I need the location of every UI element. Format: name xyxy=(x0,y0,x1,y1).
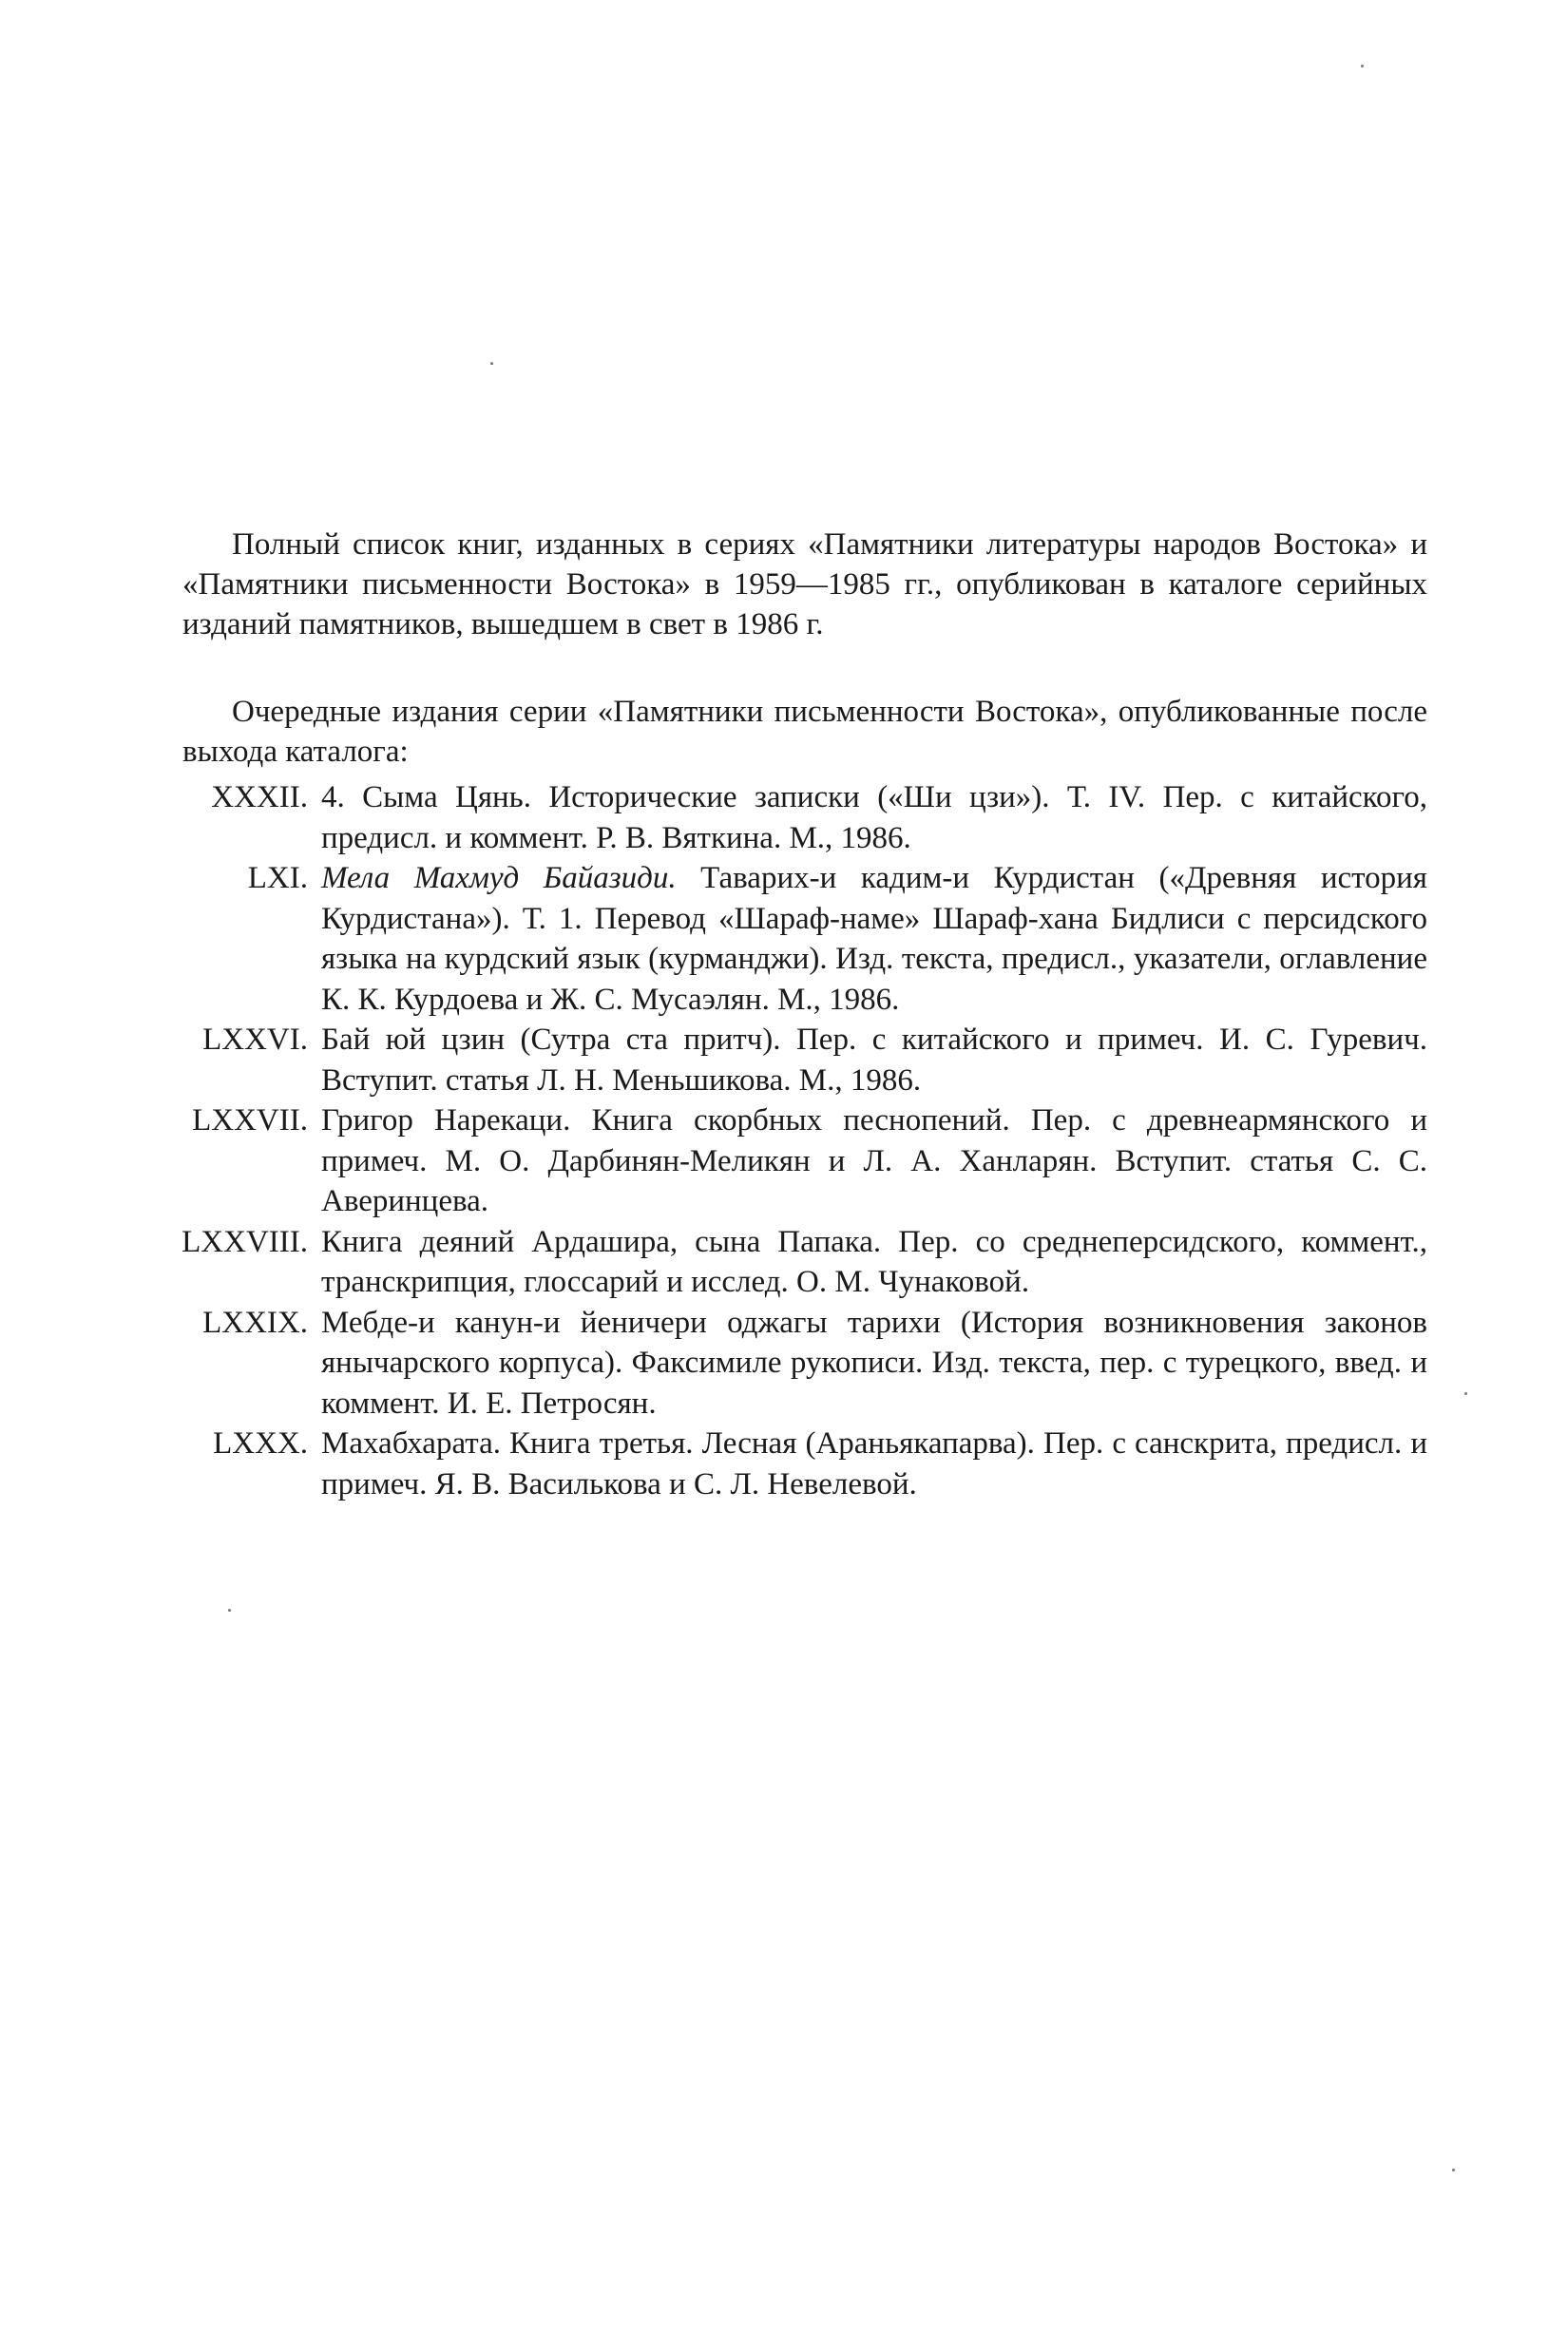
scan-speck xyxy=(1361,65,1364,67)
list-item xyxy=(143,858,1427,1020)
volume-number: LXXX. xyxy=(213,1426,308,1461)
entry-text-wrap xyxy=(321,1222,1427,1303)
entry-text: 4. Сыма Цянь. Исторические записки («Ши цзи»). Т. IV. Пер. с китайского, предисл. и коммент. Р. В. Вяткина. М., 1986. xyxy=(321,780,1427,855)
entry-text-wrap xyxy=(321,1020,1427,1100)
publication-list xyxy=(143,777,1427,1504)
list-item xyxy=(143,1424,1427,1504)
list-item xyxy=(143,1303,1427,1425)
scan-speck xyxy=(1452,2169,1455,2171)
entry-text-wrap xyxy=(321,1303,1427,1425)
volume-number: LXXVI. xyxy=(202,1023,308,1057)
entry-text-wrap xyxy=(321,858,1427,1020)
volume-number: LXXIX. xyxy=(202,1305,308,1340)
volume-number: LXXVIII. xyxy=(182,1224,308,1259)
lead-paragraph: Очередные издания серии «Памятники письменности Востока», опубликованные после выхода каталога: xyxy=(182,695,1427,769)
entry-author: Мела Махмуд Байазиди. xyxy=(321,861,677,895)
volume-number: XXXII. xyxy=(211,780,308,814)
entry-text-wrap xyxy=(321,1100,1427,1222)
scan-speck xyxy=(1464,1392,1467,1395)
list-item xyxy=(143,777,1427,858)
entry-text-wrap xyxy=(321,777,1427,858)
volume-number: LXXVII. xyxy=(192,1103,308,1138)
entry-text: Таварих-и кадим-и Курдистан («Древняя история Курдистана»). Т. 1. Перевод «Шараф-наме» Шараф-хана Бидлиси с персидского языка на курдский язык (курманджи). Изд. текста, предисл., указатели, оглавление К. К. Курдоева и Ж. С. Мусаэлян. М., 1986. xyxy=(321,861,1427,1017)
entry-text: Бай юй цзин (Сутра ста притч). Пер. с китайского и примеч. И. С. Гуревич. Вступит. статья Л. Н. Меньшикова. М., 1986. xyxy=(321,1023,1427,1098)
list-item xyxy=(143,1020,1427,1100)
entry-text: Мебде-и канун-и йеничери оджагы тарихи (История возникновения законов янычарского корпуса). Факсимиле рукописи. Изд. текста, пер. с турецкого, введ. и коммент. И. Е. Петросян. xyxy=(321,1305,1427,1421)
entry-text: Книга деяний Ардашира, сына Папака. Пер. со среднеперсидского, коммент., транскрипция, глоссарий и исслед. О. М. Чунаковой. xyxy=(321,1224,1427,1299)
entry-text: Григор Нарекаци. Книга скорбных песнопений. Пер. с древнеармянского и примеч. М. О. Дарбинян-Меликян и Л. А. Ханларян. Вступит. статья С. С. Аверинцева. xyxy=(321,1103,1427,1218)
scan-speck xyxy=(490,362,493,365)
entry-text: Махабхарата. Книга третья. Лесная (Араньякапарва). Пер. с санскрита, предисл. и примеч. Я. В. Василькова и С. Л. Невелевой. xyxy=(321,1426,1427,1501)
list-item xyxy=(143,1100,1427,1222)
volume-number: LXI. xyxy=(247,861,308,895)
scan-speck xyxy=(228,1609,231,1612)
list-item xyxy=(143,1222,1427,1303)
intro-paragraph: Полный список книг, изданных в сериях «Памятники литературы народов Востока» и «Памятники письменности Востока» в 1959—1985 гг., опубликован в каталоге серийных изданий памятников, вышедшем в свет в 1986 г. xyxy=(182,527,1427,641)
entry-text-wrap xyxy=(321,1424,1427,1504)
